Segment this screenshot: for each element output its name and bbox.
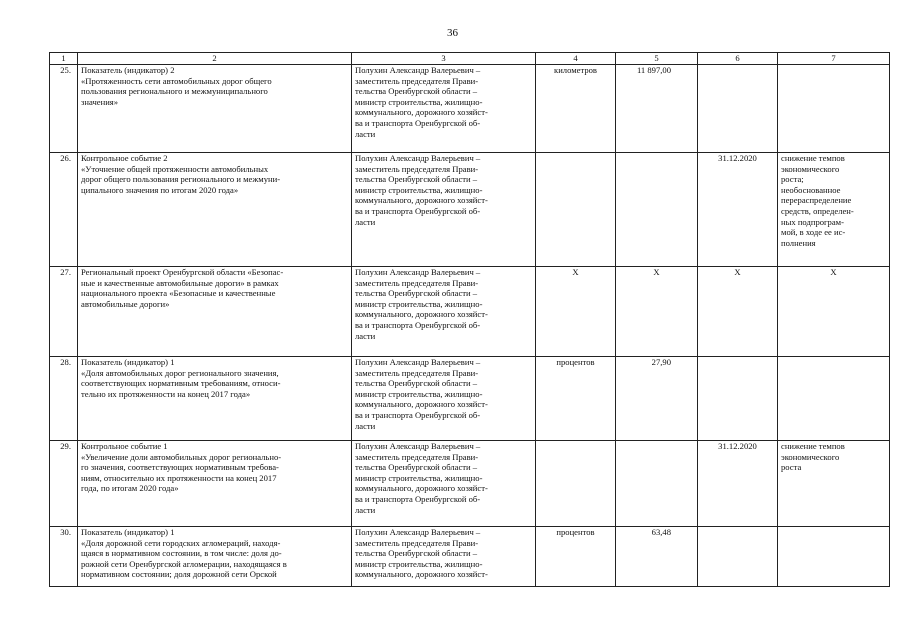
- row-value: 27,90: [616, 357, 698, 441]
- row-unit: [536, 153, 616, 267]
- row-responsible: Полухин Александр Валерьевич – заместитель председателя Прави- тельства Оренбургской области – министр строительства, жилищно- коммунального, дорожного хозяйст- ва и транспорта Оренбургской об- ласти: [352, 357, 536, 441]
- row-number: 29.: [50, 441, 78, 527]
- row-unit: Х: [536, 267, 616, 357]
- row-value: [616, 441, 698, 527]
- row-date: 31.12.2020: [698, 441, 778, 527]
- row-name: Показатель (индикатор) 1 «Доля автомобильных дорог регионального значения, соответствующих нормативным требованиям, относи- тельно их протяженности на конец 2017 года»: [78, 357, 352, 441]
- row-value: 11 897,00: [616, 65, 698, 153]
- table-row: [50, 441, 890, 527]
- column-header: 7: [778, 53, 890, 65]
- table-row: [50, 527, 890, 587]
- column-number-header: [50, 53, 890, 65]
- table-row: [50, 267, 890, 357]
- row-note: [778, 527, 890, 587]
- row-note: снижение темпов экономического роста: [778, 441, 890, 527]
- row-name: Региональный проект Оренбургской области «Безопас- ные и качественные автомобильные дороги» в рамках национального проекта «Безопасные и качественные автомобильные дороги»: [78, 267, 352, 357]
- row-number: 28.: [50, 357, 78, 441]
- table-row: [50, 357, 890, 441]
- row-responsible: Полухин Александр Валерьевич – заместитель председателя Прави- тельства Оренбургской области – министр строительства, жилищно- коммунального, дорожного хозяйст- ва и транспорта Оренбургской об- ласти: [352, 267, 536, 357]
- row-responsible: Полухин Александр Валерьевич – заместитель председателя Прави- тельства Оренбургской области – министр строительства, жилищно- коммунального, дорожного хозяйст- ва и транспорта Оренбургской об- ласти: [352, 153, 536, 267]
- row-date: [698, 65, 778, 153]
- row-responsible: Полухин Александр Валерьевич – заместитель председателя Прави- тельства Оренбургской области – министр строительства, жилищно- коммунального, дорожного хозяйст- ва и транспорта Оренбургской об- ласти: [352, 65, 536, 153]
- column-header: 6: [698, 53, 778, 65]
- row-number: 26.: [50, 153, 78, 267]
- row-number: 27.: [50, 267, 78, 357]
- row-note: [778, 357, 890, 441]
- table-row: [50, 153, 890, 267]
- row-name: Показатель (индикатор) 1 «Доля дорожной сети городских агломераций, находя- щаяся в нормативном состоянии, в том числе: доля до- рожной сети Оренбургской агломерации, находящаяся в нормативном состоянии; доля дорожной сети Орской: [78, 527, 352, 587]
- row-value: 63,48: [616, 527, 698, 587]
- row-name: Показатель (индикатор) 2 «Протяженность сети автомобильных дорог общего пользования регионального и межмуниципального значения»: [78, 65, 352, 153]
- row-responsible: Полухин Александр Валерьевич – заместитель председателя Прави- тельства Оренбургской области – министр строительства, жилищно- коммунального, дорожного хозяйст-: [352, 527, 536, 587]
- column-header: 5: [616, 53, 698, 65]
- row-note: [778, 65, 890, 153]
- row-date: 31.12.2020: [698, 153, 778, 267]
- row-note: Х: [778, 267, 890, 357]
- row-name: Контрольное событие 1 «Увеличение доли автомобильных дорог регионально- го значения, соответствующих нормативным требова- ниям, относительно их протяженности на конец 2017 года, по итогам 2020 года»: [78, 441, 352, 527]
- row-date: Х: [698, 267, 778, 357]
- row-date: [698, 527, 778, 587]
- row-unit: [536, 441, 616, 527]
- row-responsible: Полухин Александр Валерьевич – заместитель председателя Прави- тельства Оренбургской области – министр строительства, жилищно- коммунального, дорожного хозяйст- ва и транспорта Оренбургской об- ласти: [352, 441, 536, 527]
- column-header: 2: [78, 53, 352, 65]
- page-number: 36: [447, 27, 458, 39]
- row-number: 30.: [50, 527, 78, 587]
- column-header: 1: [50, 53, 78, 65]
- row-unit: процентов: [536, 527, 616, 587]
- row-value: [616, 153, 698, 267]
- row-name: Контрольное событие 2 «Уточнение общей протяженности автомобильных дорог общего пользования регионального и межмуни- ципального значения по итогам 2020 года»: [78, 153, 352, 267]
- table-row: [50, 65, 890, 153]
- row-date: [698, 357, 778, 441]
- row-unit: процентов: [536, 357, 616, 441]
- row-unit: километров: [536, 65, 616, 153]
- indicators-table: [49, 52, 890, 587]
- column-header: 3: [352, 53, 536, 65]
- column-header: 4: [536, 53, 616, 65]
- row-number: 25.: [50, 65, 78, 153]
- row-value: Х: [616, 267, 698, 357]
- row-note: снижение темпов экономического роста; необоснованное перераспределение средств, определен- ных подпрограм- мой, в ходе ее ис- полнения: [778, 153, 890, 267]
